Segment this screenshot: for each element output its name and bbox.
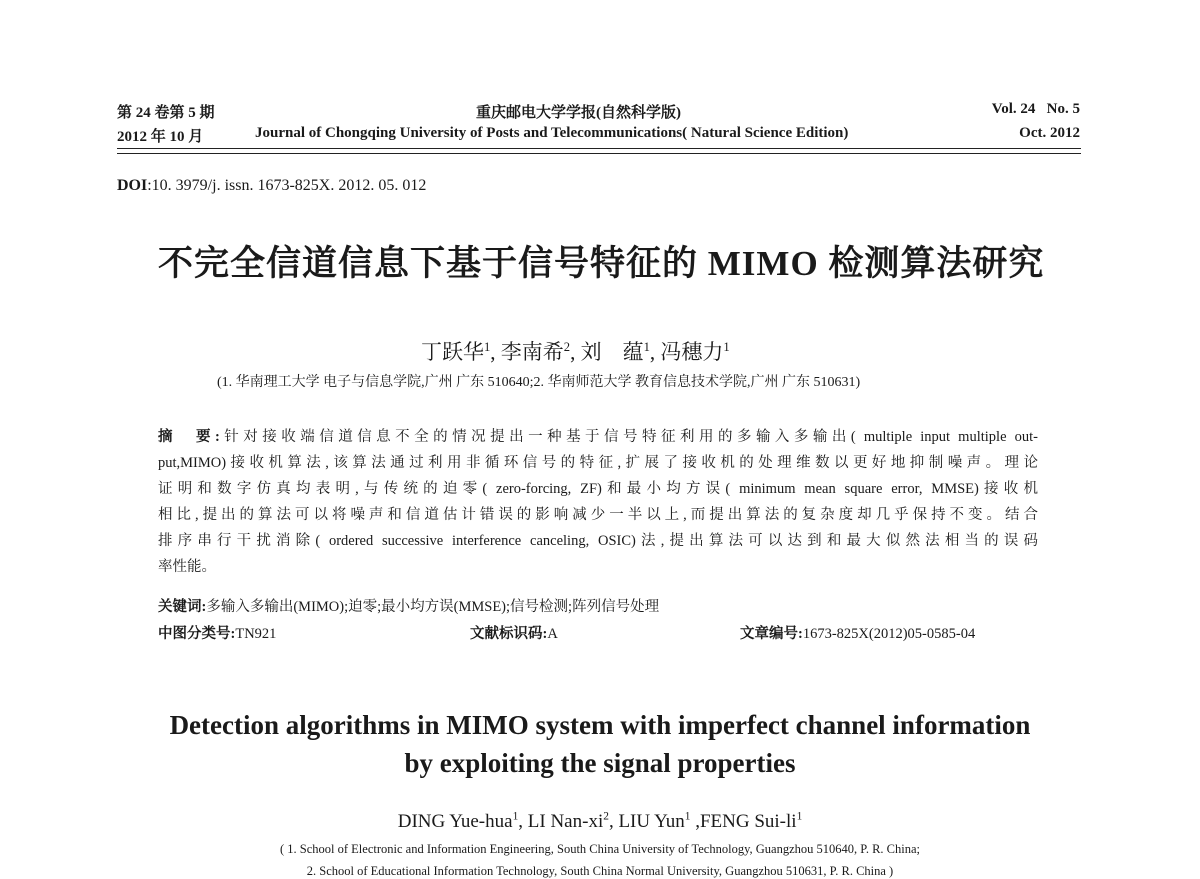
author-en: LI Nan-$xi^2$, <box>527 810 619 832</box>
author-en: FENG Sui-$li^1$ <box>699 810 803 832</box>
abstract-line: 相比,提出的算法可以将噪声和信道估计错误的影响减少一半以上,而提出算法的复杂度却几乎保持不变。结合 <box>158 507 1038 523</box>
author-cn: 李南希$^2$, <box>500 340 576 364</box>
author-cn: 刘 蕴$^1$, <box>580 340 656 364</box>
date-en: Oct. 2012 <box>1019 125 1080 141</box>
clc-number: 中图分类号:TN921 <box>158 626 277 642</box>
doi-label: DOI <box>117 177 148 194</box>
volume-number: Vol. 24 No. 5 <box>991 101 1080 117</box>
abstract-line: 排序串行干扰消除( ordered successive interference canceling, OSIC)法,提出算法可以达到和最大似然法相当的误码 <box>158 533 1038 549</box>
title-en-line-2: by exploiting the signal properties <box>404 748 796 778</box>
abstract <box>158 424 1038 580</box>
abstract-line: 摘 要:针对接收端信道信息不全的情况提出一种基于信号特征利用的多输入多输出( multiple input multiple out- <box>158 429 1038 445</box>
journal-name-cn: 重庆邮电大学学报(自然科学版) <box>476 105 681 121</box>
keywords <box>158 595 659 616</box>
keywords-text: 多输入多输出(MIMO);迫零;最小均方误(MMSE);信号检测;阵列信号处理 <box>206 599 660 615</box>
doi <box>117 177 426 195</box>
author-cn: 丁跃华$^1$, <box>421 340 496 364</box>
keywords-label: 关键词: <box>158 599 207 615</box>
author-cn: 冯穗力$^1$ <box>660 340 730 364</box>
authors-cn <box>421 336 730 366</box>
affiliation-cn: (1. 华南理工大学 电子与信息学院,广州 广东 510640;2. 华南师范大学 教育信息技术学院,广州 广东 510631) <box>217 375 861 390</box>
abstract-line: put,MIMO)接收机算法,该算法通过利用非循环信号的特征,扩展了接收机的处理维数以更好地抑制噪声。理论 <box>158 455 1038 471</box>
title-cn: 不完全信道信息下基于信号特征的 MIMO 检测算法研究 <box>158 244 1045 283</box>
journal-name-en: Journal of Chongqing University of Posts and Telecommunications( Natural Science Edition) <box>255 125 849 141</box>
affiliation-en: ( 1. School of Electronic and Information Engineering, South China University of Technology, Guangzhou 510640, P. R. China; <box>280 842 920 856</box>
header-rule-bottom <box>117 153 1081 154</box>
header-rule-top <box>117 148 1081 149</box>
article-number: 文章编号:1673-825X(2012)05-0585-04 <box>740 626 976 642</box>
abstract-label: 摘 要: <box>158 429 220 445</box>
doi-value: :10. 3979/j. issn. 1673-825X. 2012. 05. 012 <box>147 177 427 194</box>
author-en: DING Yue-hua$^1$, <box>397 810 528 832</box>
abstract-line: 证明和数字仿真均表明,与传统的迫零( zero-forcing, ZF)和最小均方误( minimum mean square error, MMSE)接收机 <box>158 481 1038 497</box>
author-en: LIU Yun$^1$ , <box>618 810 700 832</box>
issue-cn: 第 24 卷第 5 期 <box>117 105 215 121</box>
abstract-line: 率性能。 <box>158 559 216 575</box>
date-cn: 2012 年 10 月 <box>117 129 204 145</box>
title-en-line-1: Detection algorithms in MIMO system with imperfect channel information <box>169 710 1031 740</box>
authors-en <box>0 811 1200 833</box>
affiliation-en-2: 2. School of Educational Information Technology, South China Normal University, Guangzhou 510631, P. R. China ) <box>306 864 894 878</box>
document-code: 文献标识码:A <box>470 626 558 642</box>
